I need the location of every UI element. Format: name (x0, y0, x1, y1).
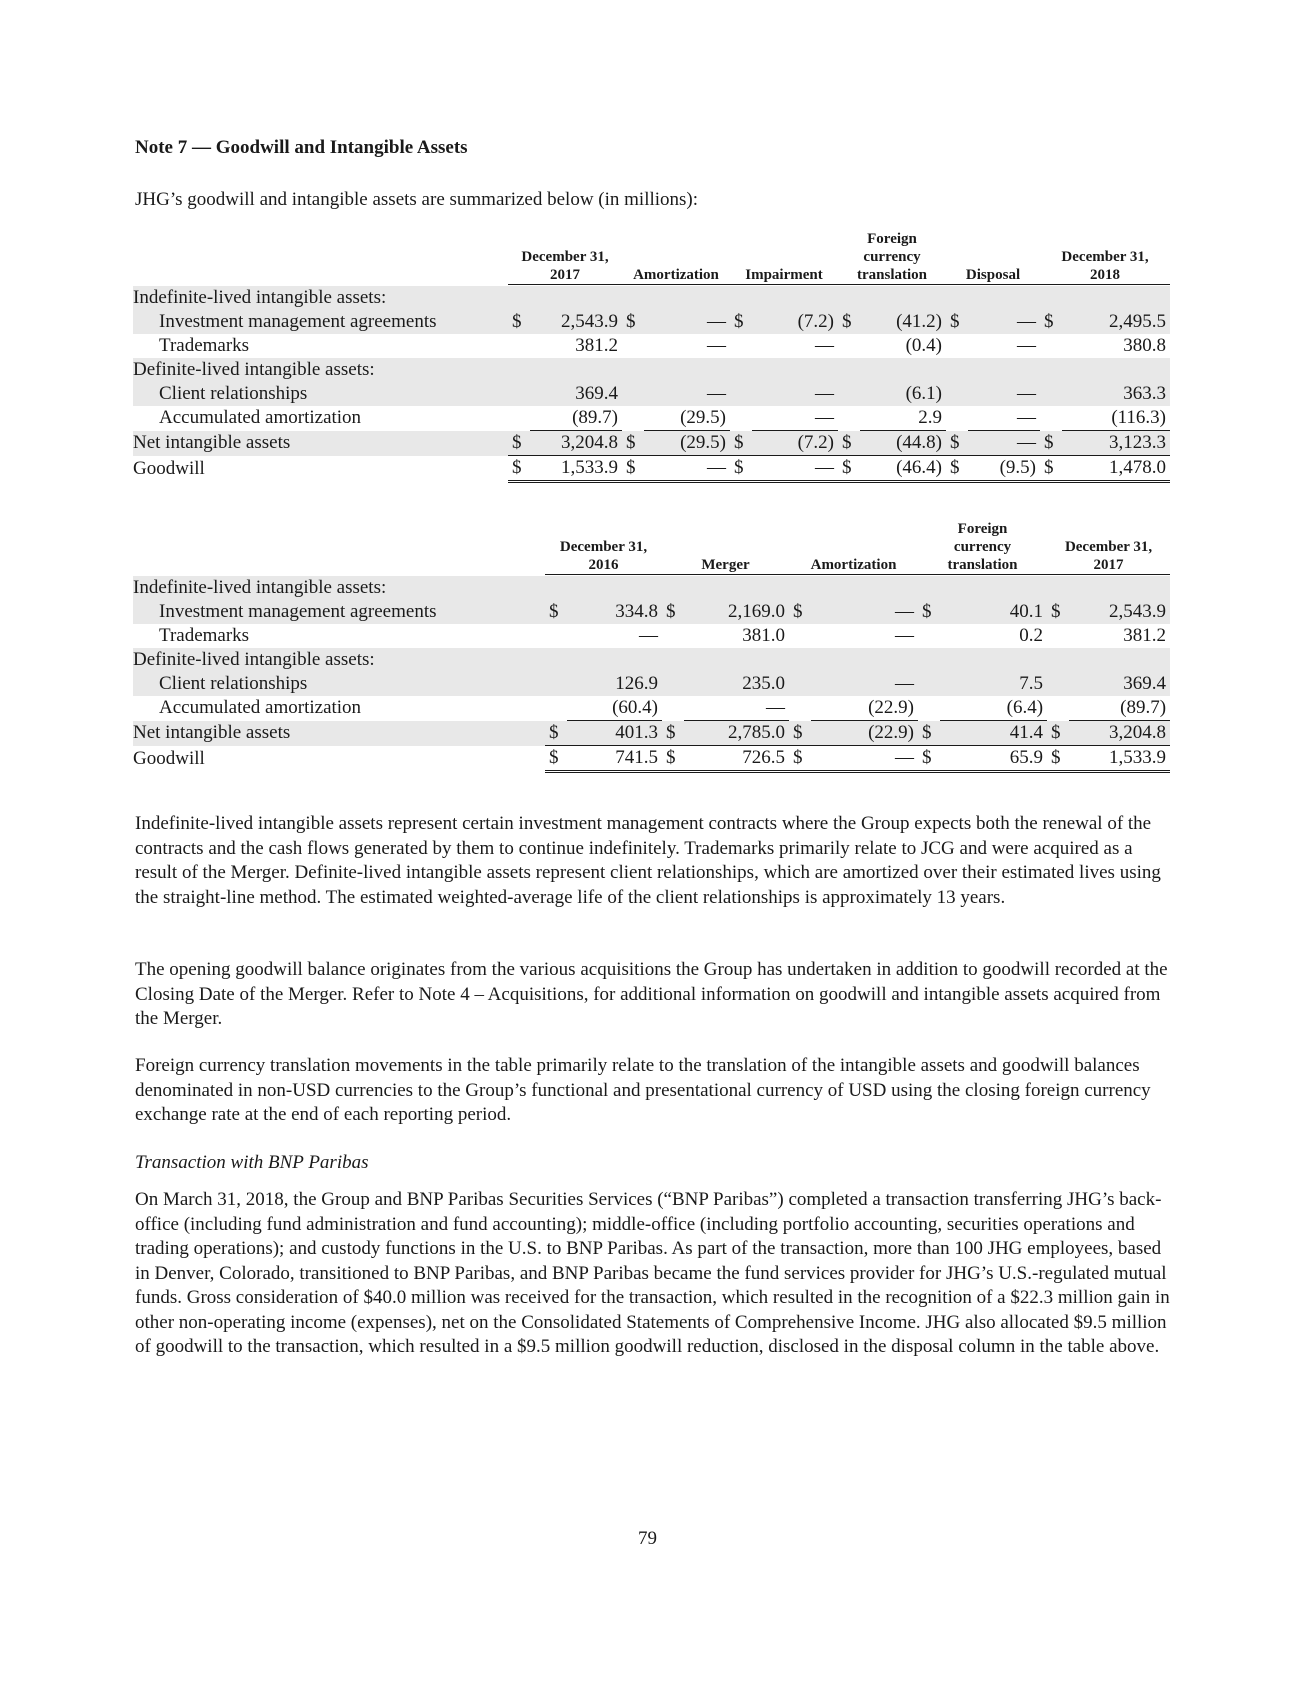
table-cell: (89.7) (530, 406, 622, 431)
goodwill-table-2018 (133, 230, 1170, 483)
currency-symbol (789, 696, 811, 721)
table-row (133, 382, 1170, 406)
currency-symbol (508, 358, 530, 382)
currency-symbol (1047, 648, 1069, 672)
table-cell (644, 286, 730, 310)
table-cell: 726.5 (684, 746, 789, 772)
currency-symbol (622, 334, 644, 358)
table1-header-col2: Amortization (622, 230, 730, 286)
table-cell (811, 576, 918, 600)
table-cell: (44.8) (860, 431, 946, 456)
table-cell (1062, 358, 1170, 382)
table-cell: — (1017, 335, 1037, 356)
paragraph-opening-goodwill: The opening goodwill balance originates from the various acquisitions the Group has undertaken in addition to goodwill recorded at the Closing Date of the Merger. Refer to Note 4 – Acquisitions, for additional information on goodwill and intangible assets acquired from the Merger. (135, 959, 1168, 1029)
currency-symbol (918, 696, 940, 721)
note-heading: Note 7 — Goodwill and Intangible Assets (135, 137, 468, 158)
table-row (133, 431, 1170, 456)
currency-symbol (1040, 358, 1062, 382)
currency-symbol: $ (1047, 746, 1069, 772)
table-cell: 235.0 (684, 672, 789, 696)
table-row (133, 624, 1170, 648)
table-cell: 2,495.5 (1062, 310, 1170, 334)
currency-symbol: $ (789, 746, 811, 772)
currency-symbol (1047, 624, 1069, 648)
currency-symbol (622, 382, 644, 406)
table-row (133, 456, 1170, 482)
table-cell: — (968, 310, 1040, 334)
currency-symbol (508, 286, 530, 310)
row-label: Net intangible assets (133, 721, 545, 746)
row-label: Indefinite-lived intangible assets: (133, 286, 508, 310)
table-cell: — (895, 625, 915, 646)
currency-symbol (622, 406, 644, 431)
table-row (133, 576, 1170, 600)
row-label: Definite-lived intangible assets: (133, 648, 545, 672)
table-cell: — (811, 600, 918, 624)
row-label: Client relationships (133, 672, 545, 696)
currency-symbol (662, 696, 684, 721)
table-cell: — (752, 406, 838, 431)
table-row (133, 358, 1170, 382)
currency-symbol: $ (946, 456, 968, 482)
table-cell: (7.2) (752, 310, 838, 334)
table1-header-col1: December 31, 2017 (508, 230, 622, 286)
table-row (133, 406, 1170, 431)
table-cell (567, 648, 662, 672)
currency-symbol (730, 334, 752, 358)
table-cell: 334.8 (567, 600, 662, 624)
currency-symbol: $ (838, 431, 860, 456)
table1-header-col5: Disposal (946, 230, 1040, 286)
currency-symbol (838, 334, 860, 358)
table-cell: 401.3 (567, 721, 662, 746)
currency-symbol (508, 382, 530, 406)
currency-symbol: $ (730, 431, 752, 456)
table-cell (644, 358, 730, 382)
table-cell: 2,543.9 (1069, 600, 1170, 624)
currency-symbol (946, 358, 968, 382)
currency-symbol: $ (508, 310, 530, 334)
table-cell: (46.4) (860, 456, 946, 482)
currency-symbol (946, 334, 968, 358)
table-cell: (116.3) (1062, 406, 1170, 431)
table-cell: 41.4 (940, 721, 1047, 746)
row-label: Goodwill (133, 747, 205, 769)
table-cell: 3,204.8 (530, 431, 622, 456)
currency-symbol: $ (545, 600, 567, 624)
table-cell: — (811, 746, 918, 772)
table-cell: — (968, 431, 1040, 456)
currency-symbol: $ (545, 746, 567, 772)
row-label: Definite-lived intangible assets: (133, 358, 508, 382)
table-cell (1069, 576, 1170, 600)
table-cell: 363.3 (1062, 382, 1170, 406)
currency-symbol (730, 406, 752, 431)
row-label: Accumulated amortization (159, 407, 362, 429)
currency-symbol (1040, 334, 1062, 358)
table-row (133, 672, 1170, 696)
currency-symbol (1047, 672, 1069, 696)
row-label: Trademarks (159, 335, 250, 356)
table-cell: — (752, 382, 838, 406)
currency-symbol: $ (918, 600, 940, 624)
table-cell (530, 358, 622, 382)
table2-header-col1: December 31, 2016 (545, 520, 662, 576)
currency-symbol (946, 382, 968, 406)
table-cell: 369.4 (530, 382, 622, 406)
currency-symbol: $ (789, 600, 811, 624)
currency-symbol (1040, 382, 1062, 406)
table-cell: 1,533.9 (530, 456, 622, 482)
currency-symbol (838, 382, 860, 406)
currency-symbol (789, 624, 811, 648)
currency-symbol (662, 624, 684, 648)
table-cell: (22.9) (811, 696, 918, 721)
currency-symbol: $ (662, 721, 684, 746)
currency-symbol: $ (622, 456, 644, 482)
table-cell: — (639, 625, 658, 646)
table1-header-col4: Foreign currency translation (838, 230, 946, 286)
table-cell (811, 648, 918, 672)
table-cell: — (684, 696, 789, 721)
table-cell (752, 286, 838, 310)
currency-symbol (730, 382, 752, 406)
table-row (133, 334, 1170, 358)
currency-symbol (946, 406, 968, 431)
currency-symbol (622, 358, 644, 382)
table-cell: 65.9 (940, 746, 1047, 772)
currency-symbol: $ (622, 310, 644, 334)
table-cell: 0.2 (1019, 625, 1044, 646)
table-cell: 126.9 (567, 672, 662, 696)
currency-symbol (730, 358, 752, 382)
currency-symbol: $ (662, 746, 684, 772)
table-cell: 3,204.8 (1069, 721, 1170, 746)
table-cell: 1,478.0 (1062, 456, 1170, 482)
intro-text: JHG’s goodwill and intangible assets are summarized below (in millions): (135, 189, 699, 210)
table-cell: (9.5) (968, 456, 1040, 482)
paragraph-indefinite-lived: Indefinite-lived intangible assets represent certain investment management contracts where the Group expects both the renewal of the contracts and the cash flows generated by them to continue indefinitely. Trademarks primarily relate to JCG and were acquired as a result of the Merger. Definite-lived intangible assets represent client relationships, which are amortized over their estimated lives using the straight-line method. The estimated weighted-average life of the client relationships is approximately 13 years. (135, 813, 1161, 908)
table-cell: (41.2) (860, 310, 946, 334)
currency-symbol (789, 648, 811, 672)
currency-symbol: $ (918, 746, 940, 772)
subheading-bnp-transaction: Transaction with BNP Paribas (135, 1152, 369, 1173)
currency-symbol: $ (1047, 600, 1069, 624)
currency-symbol (545, 648, 567, 672)
currency-symbol (730, 286, 752, 310)
table-row (133, 696, 1170, 721)
row-label: Investment management agreements (133, 600, 545, 624)
currency-symbol (662, 648, 684, 672)
table-cell (684, 648, 789, 672)
table-cell: 381.2 (575, 335, 618, 356)
currency-symbol: $ (946, 310, 968, 334)
currency-symbol: $ (730, 456, 752, 482)
currency-symbol (918, 576, 940, 600)
currency-symbol (545, 624, 567, 648)
table-cell (1069, 648, 1170, 672)
table1-header-row (133, 230, 1170, 286)
table2-header-col4: Foreign currency translation (918, 520, 1047, 576)
table-cell: 381.0 (742, 625, 786, 646)
currency-symbol: $ (1047, 721, 1069, 746)
table-row (133, 648, 1170, 672)
currency-symbol: $ (508, 456, 530, 482)
table-row (133, 746, 1170, 772)
currency-symbol (838, 406, 860, 431)
currency-symbol: $ (1040, 431, 1062, 456)
table-cell: (60.4) (567, 696, 662, 721)
currency-symbol: $ (622, 431, 644, 456)
table2-header-col5: December 31, 2017 (1047, 520, 1170, 576)
table2-header-col2: Merger (662, 520, 789, 576)
table2-header-col3: Amortization (789, 520, 918, 576)
table-cell (530, 286, 622, 310)
table-cell: (6.4) (940, 696, 1047, 721)
currency-symbol: $ (838, 310, 860, 334)
table1-header-col3: Impairment (730, 230, 838, 286)
table-cell (860, 286, 946, 310)
table-row (133, 721, 1170, 746)
currency-symbol (545, 696, 567, 721)
row-label: Client relationships (133, 382, 508, 406)
table-cell: — (815, 335, 834, 356)
row-label: Investment management agreements (133, 310, 508, 334)
paragraph-bnp-transaction: On March 31, 2018, the Group and BNP Paribas Securities Services (“BNP Paribas”) completed a transaction transferring JHG’s back-office (including fund administration and fund accounting); middle-office (including portfolio accounting, securities operations and trading operations); and custody functions in the U.S. to BNP Paribas. As part of the transaction, more than 100 JHG employees, based in Denver, Colorado, transitioned to BNP Paribas, and BNP Paribas became the fund services provider for JHG’s U.S.-regulated mutual funds. Gross consideration of $40.0 million was received for the transaction, which resulted in the recognition of a $22.3 million gain in other non-operating income (expenses), net on the Consolidated Statements of Comprehensive Income. JHG also allocated $9.5 million of goodwill to the transaction, which resulted in a $9.5 million goodwill reduction, disclosed in the disposal column in the table above. (135, 1189, 1170, 1357)
row-label: Goodwill (133, 457, 205, 479)
table-cell (968, 286, 1040, 310)
currency-symbol: $ (918, 721, 940, 746)
table-cell (684, 576, 789, 600)
currency-symbol (789, 672, 811, 696)
currency-symbol: $ (662, 600, 684, 624)
table-cell (940, 648, 1047, 672)
currency-symbol: $ (545, 721, 567, 746)
table2-header-row (133, 520, 1170, 576)
table1-header-col6: December 31, 2018 (1040, 230, 1170, 286)
currency-symbol (789, 576, 811, 600)
table-cell: — (811, 672, 918, 696)
currency-symbol: $ (508, 431, 530, 456)
table-cell: (89.7) (1069, 696, 1170, 721)
table-cell: 7.5 (940, 672, 1047, 696)
table-cell: 1,533.9 (1069, 746, 1170, 772)
table-cell: (0.4) (905, 335, 943, 356)
currency-symbol (1040, 406, 1062, 431)
table-row (133, 310, 1170, 334)
table-row (133, 600, 1170, 624)
table-cell: — (707, 335, 726, 356)
table-cell (567, 576, 662, 600)
currency-symbol (838, 358, 860, 382)
table-cell: 40.1 (940, 600, 1047, 624)
table-cell: (29.5) (644, 431, 730, 456)
table-cell: 3,123.3 (1062, 431, 1170, 456)
currency-symbol (662, 672, 684, 696)
table-cell (860, 358, 946, 382)
table-row (133, 286, 1170, 310)
currency-symbol: $ (730, 310, 752, 334)
row-label: Trademarks (159, 625, 250, 646)
table-cell: 2,169.0 (684, 600, 789, 624)
table-cell: 2,785.0 (684, 721, 789, 746)
table-cell (968, 358, 1040, 382)
table-cell: (7.2) (752, 431, 838, 456)
currency-symbol (1040, 286, 1062, 310)
currency-symbol: $ (1040, 456, 1062, 482)
paragraph-currency-translation: Foreign currency translation movements in the table primarily relate to the translation of the intangible assets and goodwill balances denominated in non-USD currencies to the Group’s functional and presentational currency of USD using the closing foreign currency exchange rate at the end of each reporting period. (135, 1055, 1151, 1125)
currency-symbol (918, 624, 940, 648)
currency-symbol (545, 672, 567, 696)
row-label: Accumulated amortization (159, 697, 362, 719)
currency-symbol: $ (789, 721, 811, 746)
table-cell: — (644, 310, 730, 334)
currency-symbol (918, 648, 940, 672)
row-label: Indefinite-lived intangible assets: (133, 576, 545, 600)
table-cell (1062, 286, 1170, 310)
row-label: Net intangible assets (133, 431, 508, 456)
currency-symbol (545, 576, 567, 600)
currency-symbol (1047, 576, 1069, 600)
table-cell (752, 358, 838, 382)
table-cell: (29.5) (644, 406, 730, 431)
table-cell: — (968, 406, 1040, 431)
currency-symbol (1047, 696, 1069, 721)
currency-symbol (918, 672, 940, 696)
currency-symbol (508, 334, 530, 358)
table-cell: (22.9) (811, 721, 918, 746)
currency-symbol (508, 406, 530, 431)
currency-symbol (662, 576, 684, 600)
table-cell: — (752, 456, 838, 482)
table-cell: — (644, 456, 730, 482)
table-cell: 380.8 (1123, 335, 1167, 356)
table-cell: 2,543.9 (530, 310, 622, 334)
currency-symbol: $ (1040, 310, 1062, 334)
page-number: 79 (638, 1528, 657, 1549)
goodwill-table-2017 (133, 520, 1170, 773)
table-cell: 2.9 (860, 406, 946, 431)
currency-symbol: $ (838, 456, 860, 482)
table-cell: 741.5 (567, 746, 662, 772)
currency-symbol: $ (946, 431, 968, 456)
table-cell: — (644, 382, 730, 406)
currency-symbol (622, 286, 644, 310)
table-cell: 369.4 (1069, 672, 1170, 696)
table-cell: (6.1) (860, 382, 946, 406)
table-cell: 381.2 (1123, 625, 1167, 646)
table-cell: — (968, 382, 1040, 406)
currency-symbol (838, 286, 860, 310)
currency-symbol (946, 286, 968, 310)
table-cell (940, 576, 1047, 600)
